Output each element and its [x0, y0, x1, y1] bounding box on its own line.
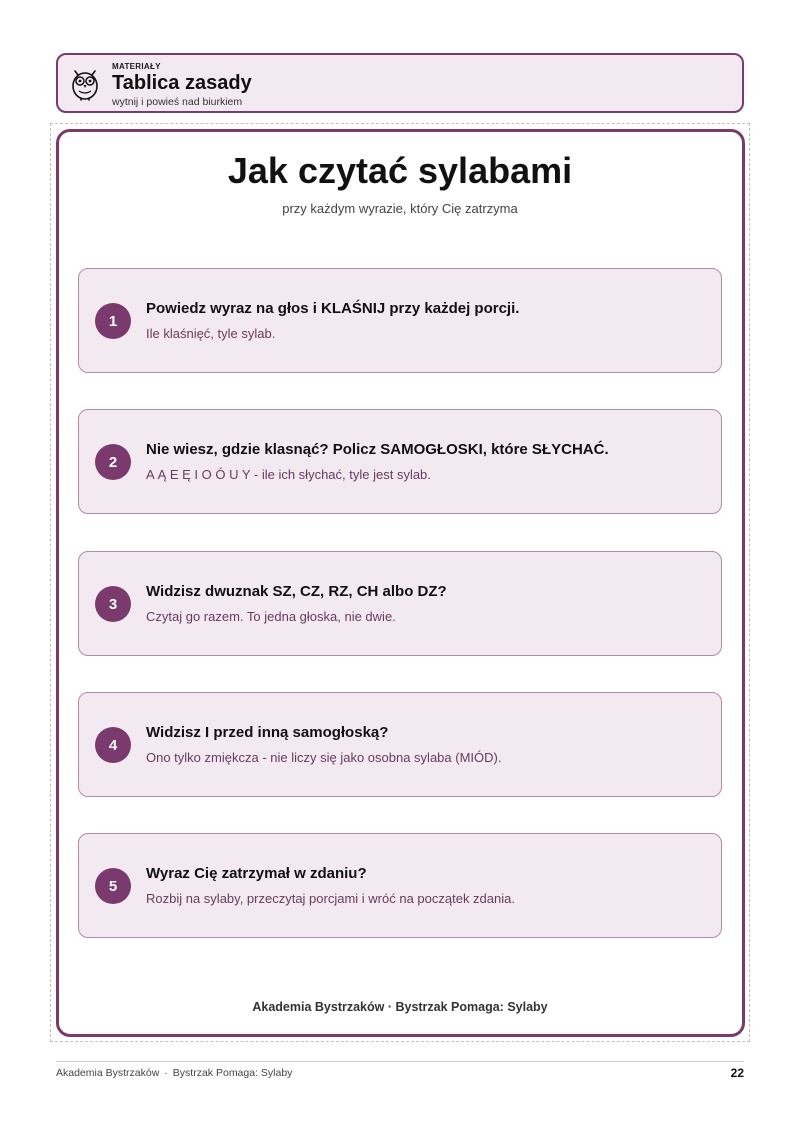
step-number-badge: 5	[95, 868, 131, 904]
footer-series: Bystrzak Pomaga: Sylaby	[172, 1067, 293, 1079]
step-card-5	[78, 833, 722, 938]
step-title: Wyraz Cię zatrzymał w zdaniu?	[146, 865, 367, 882]
step-number-badge: 3	[95, 586, 131, 622]
header-title: Tablica zasady	[112, 72, 252, 94]
footer-brand: Akademia Bystrzaków	[56, 1067, 160, 1079]
step-title: Powiedz wyraz na głos i KLAŚNIJ przy każdej porcji.	[146, 300, 520, 317]
step-title: Widzisz dwuznak SZ, CZ, RZ, CH albo DZ?	[146, 583, 447, 600]
page-title: Jak czytać sylabami	[227, 150, 573, 191]
page-footer	[56, 1067, 292, 1079]
footer-divider	[56, 1061, 744, 1062]
step-text: Rozbij na sylaby, przeczytaj porcjami i wróć na początek zdania.	[146, 891, 515, 906]
page-subtitle: przy każdym wyrazie, który Cię zatrzyma	[282, 201, 518, 216]
header-eyebrow: MATERIAŁY	[112, 62, 161, 71]
owl-icon	[70, 65, 100, 101]
step-text: Czytaj go razem. To jedna głoska, nie dwie.	[146, 609, 396, 624]
step-text: A Ą E Ę I O Ó U Y - ile ich słychać, tyle jest sylab.	[146, 467, 431, 482]
step-card-2	[78, 409, 722, 514]
step-text: Ile klaśnięć, tyle sylab.	[146, 326, 276, 341]
header-subtitle: wytnij i powieś nad biurkiem	[112, 96, 243, 108]
step-card-3	[78, 551, 722, 656]
step-title: Widzisz I przed inną samogłoską?	[146, 724, 389, 741]
step-number-badge: 2	[95, 444, 131, 480]
footer-separator: ·	[164, 1067, 168, 1079]
step-text: Ono tylko zmiękcza - nie liczy się jako osobna sylaba (MIÓD).	[146, 750, 502, 765]
page-number: 22	[730, 1066, 744, 1080]
step-number-badge: 4	[95, 727, 131, 763]
card-footer: Akademia Bystrzaków · Bystrzak Pomaga: Sylaby	[252, 1000, 548, 1014]
step-number-badge: 1	[95, 303, 131, 339]
step-card-1	[78, 268, 722, 373]
step-card-4	[78, 692, 722, 797]
step-title: Nie wiesz, gdzie klasnąć? Policz SAMOGŁOSKI, które SŁYCHAĆ.	[146, 441, 609, 458]
materials-header	[56, 53, 744, 113]
